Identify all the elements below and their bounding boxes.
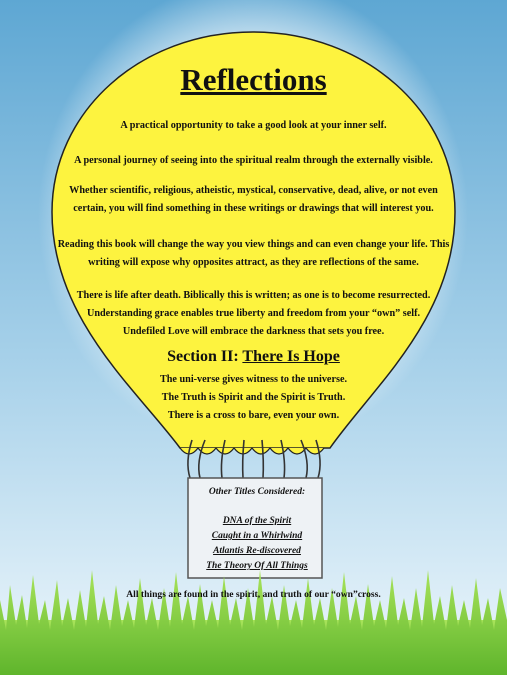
- paragraph-line: writing will expose why opposites attract, as they are reflections of the same.: [88, 257, 419, 268]
- paragraph-line: Reading this book will change the way you view things and can even change your life. This: [57, 239, 450, 250]
- section-line: There is a cross to bare, even your own.: [167, 410, 340, 421]
- section-line: The uni-verse gives witness to the universe.: [159, 374, 348, 385]
- section-lines: [0, 371, 507, 425]
- paragraph-line: There is life after death. Biblically this is written; as one is to become resurrected.: [76, 290, 431, 301]
- section-heading: [0, 348, 507, 366]
- paragraph-1: [0, 117, 507, 135]
- paragraph-3: [0, 182, 507, 218]
- paragraph-4: [0, 236, 507, 272]
- paragraph-line: A practical opportunity to take a good look at your inner self.: [120, 120, 387, 131]
- other-title: DNA of the Spirit: [222, 516, 292, 526]
- other-title: Atlantis Re-discovered: [213, 546, 301, 556]
- paragraph-2: [0, 152, 507, 170]
- paragraph-line: Whether scientific, religious, atheistic, mystical, conservative, dead, alive, or not even: [69, 185, 438, 196]
- footer-line: All things are found in the spirit, and truth of our “own”cross.: [126, 589, 381, 600]
- paragraph-line: Undefiled Love will embrace the darkness that sets you free.: [122, 326, 385, 337]
- other-title: The Theory Of All Things: [206, 561, 308, 571]
- other-title: Caught in a Whirlwind: [211, 531, 303, 541]
- paragraph-line: A personal journey of seeing into the spiritual realm through the externally visible.: [74, 155, 433, 166]
- section-line: The Truth is Spirit and the Spirit is Truth.: [161, 392, 346, 403]
- paragraph-line: Understanding grace enables true liberty and freedom from your “own” self.: [86, 308, 421, 319]
- section-prefix: Section II:: [167, 348, 243, 365]
- other-titles-heading: Other Titles Considered:: [208, 487, 306, 497]
- paragraph-line: certain, you will find something in these writings or drawings that will interest you.: [73, 203, 434, 214]
- section-name: There Is Hope: [242, 348, 340, 365]
- paragraph-5: [0, 287, 507, 341]
- other-titles-list: [192, 514, 322, 574]
- book-title: Reflections: [180, 62, 327, 97]
